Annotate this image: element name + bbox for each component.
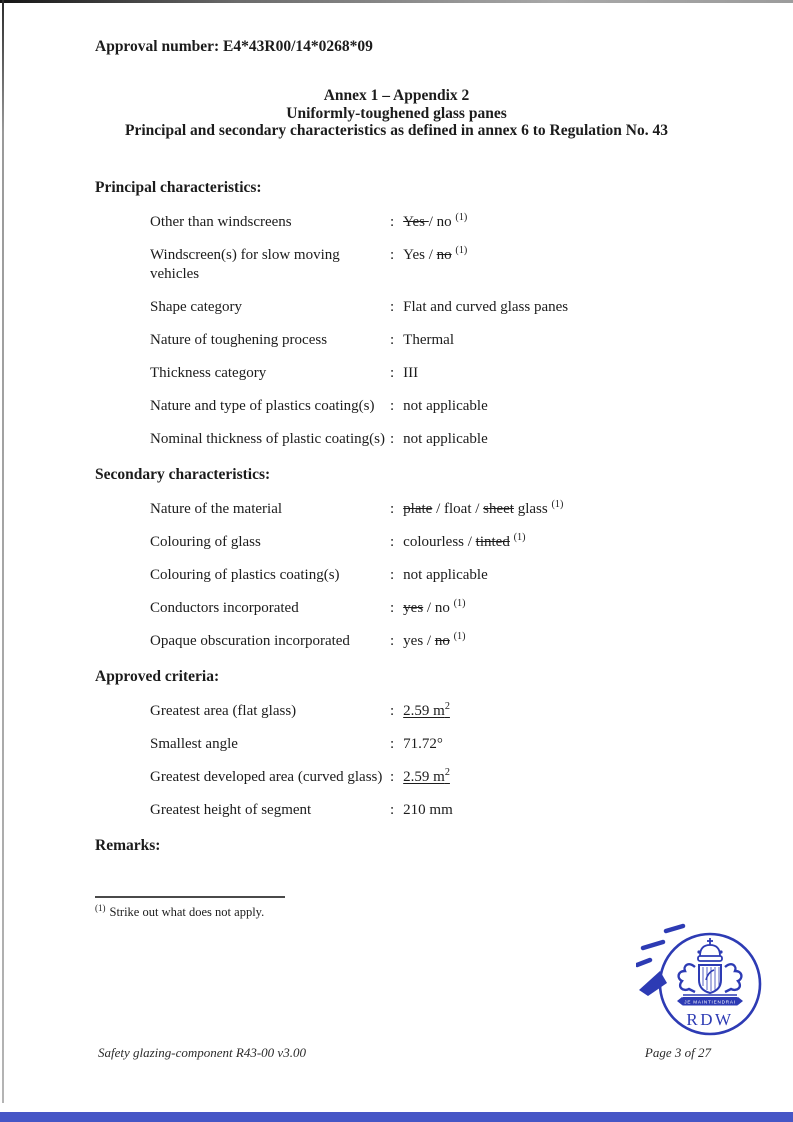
characteristic-row — [150, 801, 793, 820]
characteristic-row — [150, 213, 793, 232]
crown-orb-left — [697, 950, 700, 953]
rdw-stamp — [636, 922, 776, 1045]
title-line-subject: Uniformly-toughened glass panes — [286, 104, 507, 122]
row-colon: : — [390, 430, 395, 447]
row-label: Nature of toughening process — [150, 331, 328, 348]
value-text: Flat and curved glass panes — [403, 298, 569, 315]
row-colon: : — [390, 599, 395, 616]
row-colon: : — [390, 735, 395, 752]
row-colon: : — [390, 364, 395, 381]
shield-hatching — [703, 967, 719, 991]
characteristic-row — [150, 298, 793, 317]
row-value-text — [403, 299, 568, 315]
row-value — [390, 364, 793, 383]
footnote-marker: (1) — [95, 902, 106, 913]
row-value-text — [403, 567, 488, 583]
value-text: 71.72° — [403, 735, 443, 752]
value-text: / no — [428, 213, 456, 230]
characteristic-row — [150, 430, 793, 449]
value-text: not applicable — [403, 397, 488, 414]
row-value — [390, 397, 793, 416]
row-label: Greatest height of segment — [150, 801, 312, 818]
shield-icon — [699, 965, 721, 993]
underlined-value — [403, 766, 450, 785]
value-text: III — [403, 364, 419, 381]
struck-option: plate — [403, 500, 433, 517]
footnote — [95, 902, 793, 920]
section-heading: Secondary characteristics: — [95, 465, 271, 483]
stamp-motto: JE MAINTIENDRAI — [684, 999, 736, 1005]
row-value — [390, 246, 793, 284]
row-value-text — [403, 365, 418, 381]
row-value — [390, 735, 793, 754]
row-value — [390, 500, 793, 519]
row-value — [390, 801, 793, 820]
underlined-value — [403, 700, 450, 719]
lion-right-icon — [725, 964, 741, 992]
struck-option: Yes — [403, 213, 429, 230]
value-text: glass — [513, 500, 552, 517]
row-label: Opaque obscuration incorporated — [150, 632, 350, 649]
rdw-stamp-seal-icon — [636, 922, 776, 1040]
row-colon: : — [390, 768, 395, 785]
row-value — [390, 768, 793, 787]
value-text: 2.59 m — [403, 768, 445, 785]
row-value-text — [403, 498, 564, 517]
row-colon: : — [390, 702, 395, 719]
row-label: Nominal thickness of plastic coating(s) — [150, 430, 385, 447]
struck-option: sheet — [483, 500, 514, 517]
footnote-text: Strike out what does not apply. — [109, 904, 265, 919]
value-text: / float / — [432, 500, 484, 517]
row-label: Nature and type of plastics coating(s) — [150, 397, 375, 414]
characteristic-row — [150, 331, 793, 350]
row-colon: : — [390, 331, 395, 348]
row-value-text — [403, 431, 488, 447]
struck-option: yes — [403, 599, 424, 616]
value-text: / no — [423, 599, 454, 616]
section-heading: Principal characteristics: — [95, 178, 262, 196]
row-value-text — [403, 766, 450, 785]
value-text: 210 mm — [403, 801, 453, 818]
row-value — [390, 430, 793, 449]
characteristic-row — [150, 632, 793, 651]
row-label: Smallest angle — [150, 735, 238, 752]
footer-document-id: Safety glazing-component R43-00 v3.00 — [98, 1045, 306, 1060]
row-value-text — [403, 244, 468, 263]
row-value — [390, 331, 793, 350]
row-value-text — [403, 700, 450, 719]
value-text: 2.59 m — [403, 702, 445, 719]
characteristic-row — [150, 768, 793, 787]
row-label: Shape category — [150, 298, 243, 315]
row-label: Other than windscreens — [150, 213, 292, 230]
characteristic-row — [150, 566, 793, 585]
value-text: not applicable — [403, 566, 488, 583]
characteristic-row — [150, 246, 793, 284]
stamp-wedge-icon — [639, 971, 667, 996]
row-label: Nature of the material — [150, 500, 283, 517]
struck-option: no — [436, 246, 452, 263]
value-text: Yes / — [403, 246, 437, 263]
characteristic-row — [150, 702, 793, 721]
footnote-ref: (1) — [455, 211, 468, 223]
row-value-text — [403, 736, 443, 752]
footnote-ref: 2 — [444, 766, 450, 778]
row-colon: : — [390, 533, 395, 550]
footnote-separator — [95, 896, 285, 898]
characteristic-row — [150, 397, 793, 416]
stamp-org-name: RDW — [686, 1010, 734, 1029]
struck-option: tinted — [475, 533, 510, 550]
row-colon: : — [390, 397, 395, 414]
row-value — [390, 566, 793, 585]
footnote-ref: (1) — [453, 630, 466, 642]
row-value — [390, 213, 793, 232]
characteristic-row — [150, 364, 793, 383]
section-heading: Approved criteria: — [95, 667, 220, 685]
title-line-annex: Annex 1 – Appendix 2 — [323, 87, 470, 104]
row-colon: : — [390, 213, 395, 230]
row-value — [390, 298, 793, 317]
row-value-text — [403, 332, 454, 348]
row-value-text — [403, 630, 466, 649]
footnote-ref: 2 — [444, 700, 450, 712]
approval-number: Approval number: E4*43R00/14*0268*09 — [95, 38, 373, 55]
row-value — [390, 533, 793, 552]
crown-icon — [698, 938, 722, 961]
footnote-ref: (1) — [455, 244, 468, 256]
row-colon: : — [390, 298, 395, 315]
characteristic-row — [150, 533, 793, 552]
footnote-ref: (1) — [513, 531, 526, 543]
footnote-ref: (1) — [453, 597, 466, 609]
row-colon: : — [390, 632, 395, 649]
row-colon: : — [390, 566, 395, 583]
scan-edge-top — [0, 0, 793, 3]
title-line-description: Principal and secondary characteristics as defined in annex 6 to Regulation No. 43 — [125, 122, 668, 139]
footer-page-number: Page 3 of 27 — [644, 1045, 711, 1060]
row-colon: : — [390, 801, 395, 818]
crown-orb-right — [719, 950, 722, 953]
characteristic-row — [150, 735, 793, 754]
row-value — [390, 632, 793, 651]
lion-left-icon — [679, 964, 695, 992]
row-colon: : — [390, 246, 395, 263]
row-label: Windscreen(s) for slow moving vehicles — [150, 246, 340, 282]
remarks-heading: Remarks: — [95, 836, 161, 854]
document-title — [0, 87, 793, 140]
characteristic-row — [150, 599, 793, 618]
value-text: colourless / — [403, 533, 476, 550]
row-label: Greatest developed area (curved glass) — [150, 768, 383, 785]
characteristic-row — [150, 500, 793, 519]
row-value-text — [403, 211, 468, 230]
footnote-ref: (1) — [551, 498, 564, 510]
characteristics-sections — [0, 178, 793, 820]
row-value-text — [403, 802, 453, 818]
scan-edge-left — [2, 0, 4, 1103]
struck-option: no — [434, 632, 450, 649]
row-value-text — [403, 398, 488, 414]
row-label: Thickness category — [150, 364, 267, 381]
row-label: Colouring of glass — [150, 533, 261, 550]
row-value — [390, 599, 793, 618]
row-value-text — [403, 531, 526, 550]
row-value-text — [403, 597, 466, 616]
row-label: Colouring of plastics coating(s) — [150, 566, 340, 583]
bottom-edge-bar — [0, 1112, 793, 1122]
value-text: not applicable — [403, 430, 488, 447]
row-label: Greatest area (flat glass) — [150, 702, 297, 719]
value-text: yes / — [403, 632, 435, 649]
row-value — [390, 702, 793, 721]
page-footer — [98, 1045, 711, 1061]
row-colon: : — [390, 500, 395, 517]
row-label: Conductors incorporated — [150, 599, 299, 616]
value-text: Thermal — [403, 331, 454, 348]
